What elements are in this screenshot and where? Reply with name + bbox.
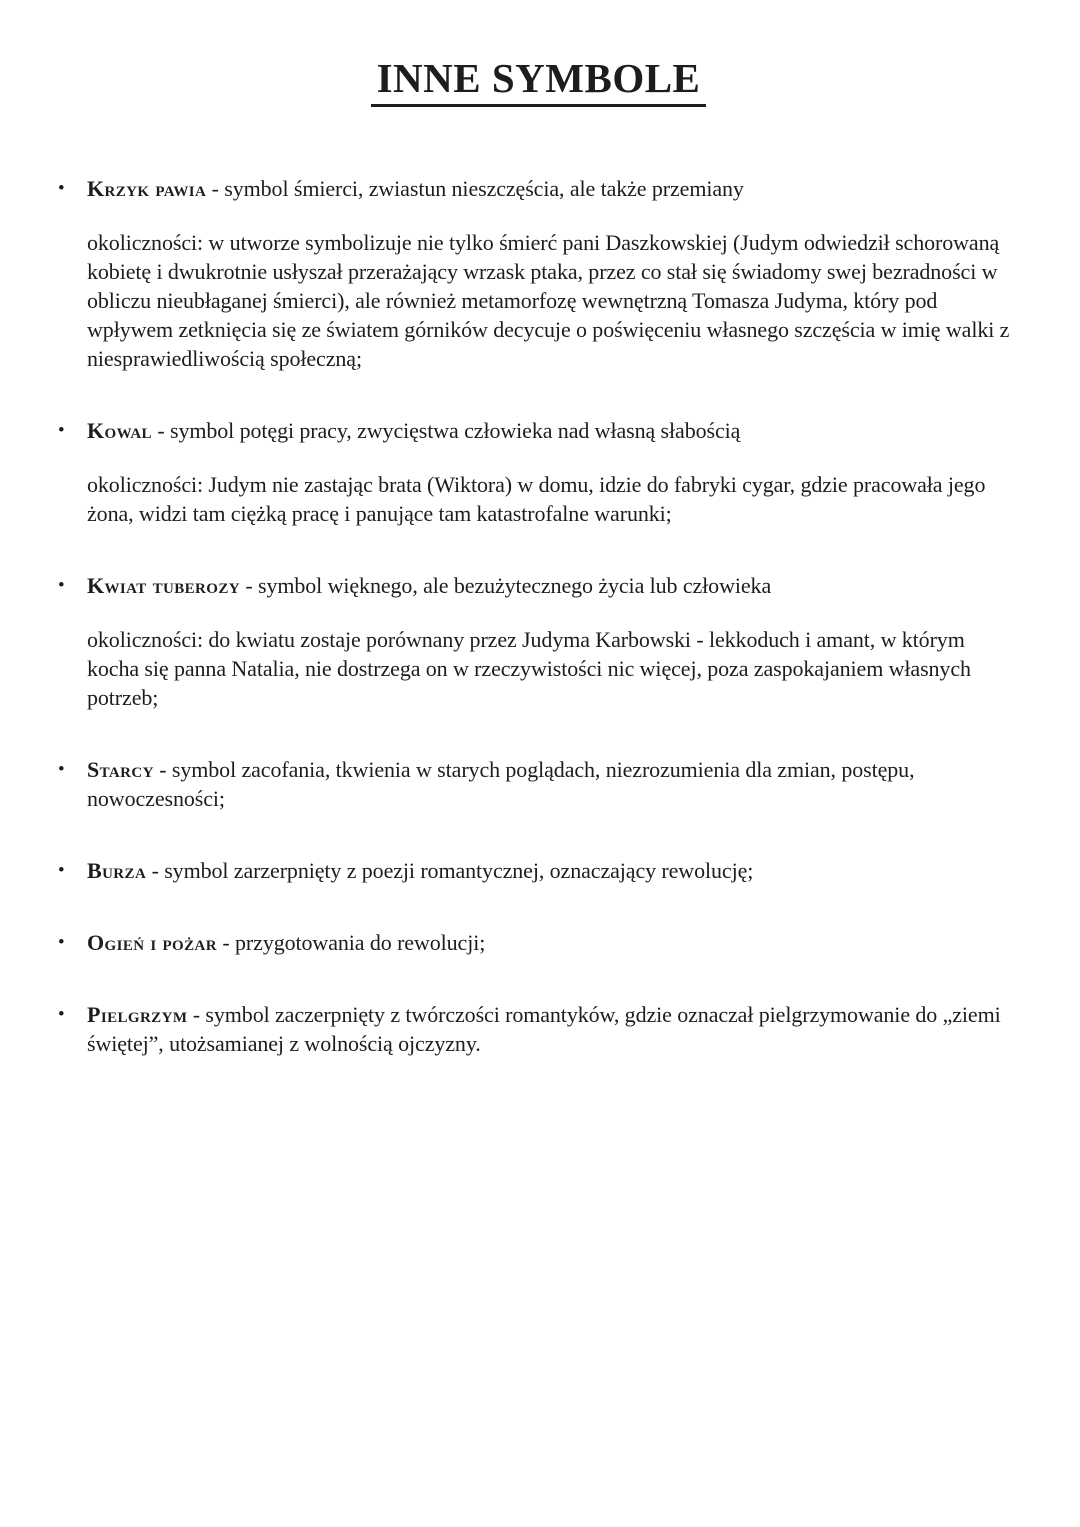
details-text: okoliczności: w utworze symbolizuje nie tylko śmierć pani Daszkowskiej (Judym odwiedził schorowaną kobietę i dwukrotnie usłyszał przerażający wrzask ptaka, przez co stał się świadomy swej bezradności w obliczu nieubłaganej śmierci), ale również metamorfozę wewnętrzną Tomasza Judyma, który pod wpływem zetknięcia się ze światem górników decycuje o poświęceniu własnego szczęścia w imię walki z niesprawiedliwością społeczną; (87, 229, 1010, 371)
bullet-icon: • (58, 574, 65, 596)
bullet-icon: • (58, 758, 65, 780)
item-headline (87, 571, 1022, 600)
item-body (87, 174, 1022, 373)
item-body (87, 928, 1022, 957)
definition-text: - symbol więknego, ale bezużytecznego życia lub człowieka (245, 572, 772, 598)
item-body (87, 416, 1022, 528)
item-body (87, 571, 1022, 712)
definition-text: - symbol potęgi pracy, zwycięstwa człowieka nad własną słabością (157, 417, 741, 443)
details-text: okoliczności: do kwiatu zostaje porównany przez Judyma Karbowski - lekkoduch i amant, w którym kocha się panna Natalia, nie dostrzega on w rzeczywistości nic więcej, poza zaspokajaniem własnych potrzeb; (87, 626, 971, 710)
item-headline (87, 1000, 1022, 1058)
bullet-icon: • (58, 1003, 65, 1025)
item-headline (87, 755, 1022, 813)
term-label: Pielgrzym (87, 1001, 188, 1027)
bullet-icon: • (58, 931, 65, 953)
definition-text: - symbol zacofania, tkwienia w starych poglądach, niezrozumienia dla zmian, postępu, nowoczesności; (87, 756, 915, 811)
page-title: INNE SYMBOLE (371, 57, 707, 106)
symbol-item-ogien-i-pozar (55, 928, 1022, 957)
item-body (87, 1000, 1022, 1058)
item-headline (87, 928, 1022, 957)
symbol-list (55, 174, 1022, 1058)
term-label: Ogień i pożar (87, 929, 217, 955)
term-label: Starcy (87, 756, 154, 782)
details-text: okoliczności: Judym nie zastając brata (Wiktora) w domu, idzie do fabryki cygar, gdzie pracowała jego żona, widzi tam ciężką pracę i panujące tam katastrofalne warunki; (87, 471, 986, 526)
term-label: Burza (87, 857, 147, 883)
item-body (87, 856, 1022, 885)
definition-text: - symbol zaczerpnięty z twórczości romantyków, gdzie oznaczał pielgrzymowanie do „ziemi świętej”, utożsamianej z wolnością ojczyzny. (87, 1001, 1001, 1056)
title-container (55, 30, 1022, 134)
symbol-item-kowal (55, 416, 1022, 528)
symbol-item-starcy (55, 755, 1022, 813)
term-label: Kowal (87, 417, 152, 443)
symbol-item-burza (55, 856, 1022, 885)
bullet-icon: • (58, 859, 65, 881)
bullet-icon: • (58, 419, 65, 441)
bullet-icon: • (58, 177, 65, 199)
symbol-item-krzyk-pawia (55, 174, 1022, 373)
item-headline (87, 416, 1022, 445)
definition-text: - symbol zarzerpnięty z poezji romantycznej, oznaczający rewolucję; (151, 857, 754, 883)
definition-text: - przygotowania do rewolucji; (222, 929, 486, 955)
symbol-item-pielgrzym (55, 1000, 1022, 1058)
item-body (87, 755, 1022, 813)
symbol-item-kwiat-tuberozy (55, 571, 1022, 712)
term-label: Kwiat tuberozy (87, 572, 240, 598)
term-label: Krzyk pawia (87, 175, 207, 201)
definition-text: - symbol śmierci, zwiastun nieszczęścia, ale także przemiany (211, 175, 744, 201)
item-headline (87, 174, 1022, 203)
item-headline (87, 856, 1022, 885)
